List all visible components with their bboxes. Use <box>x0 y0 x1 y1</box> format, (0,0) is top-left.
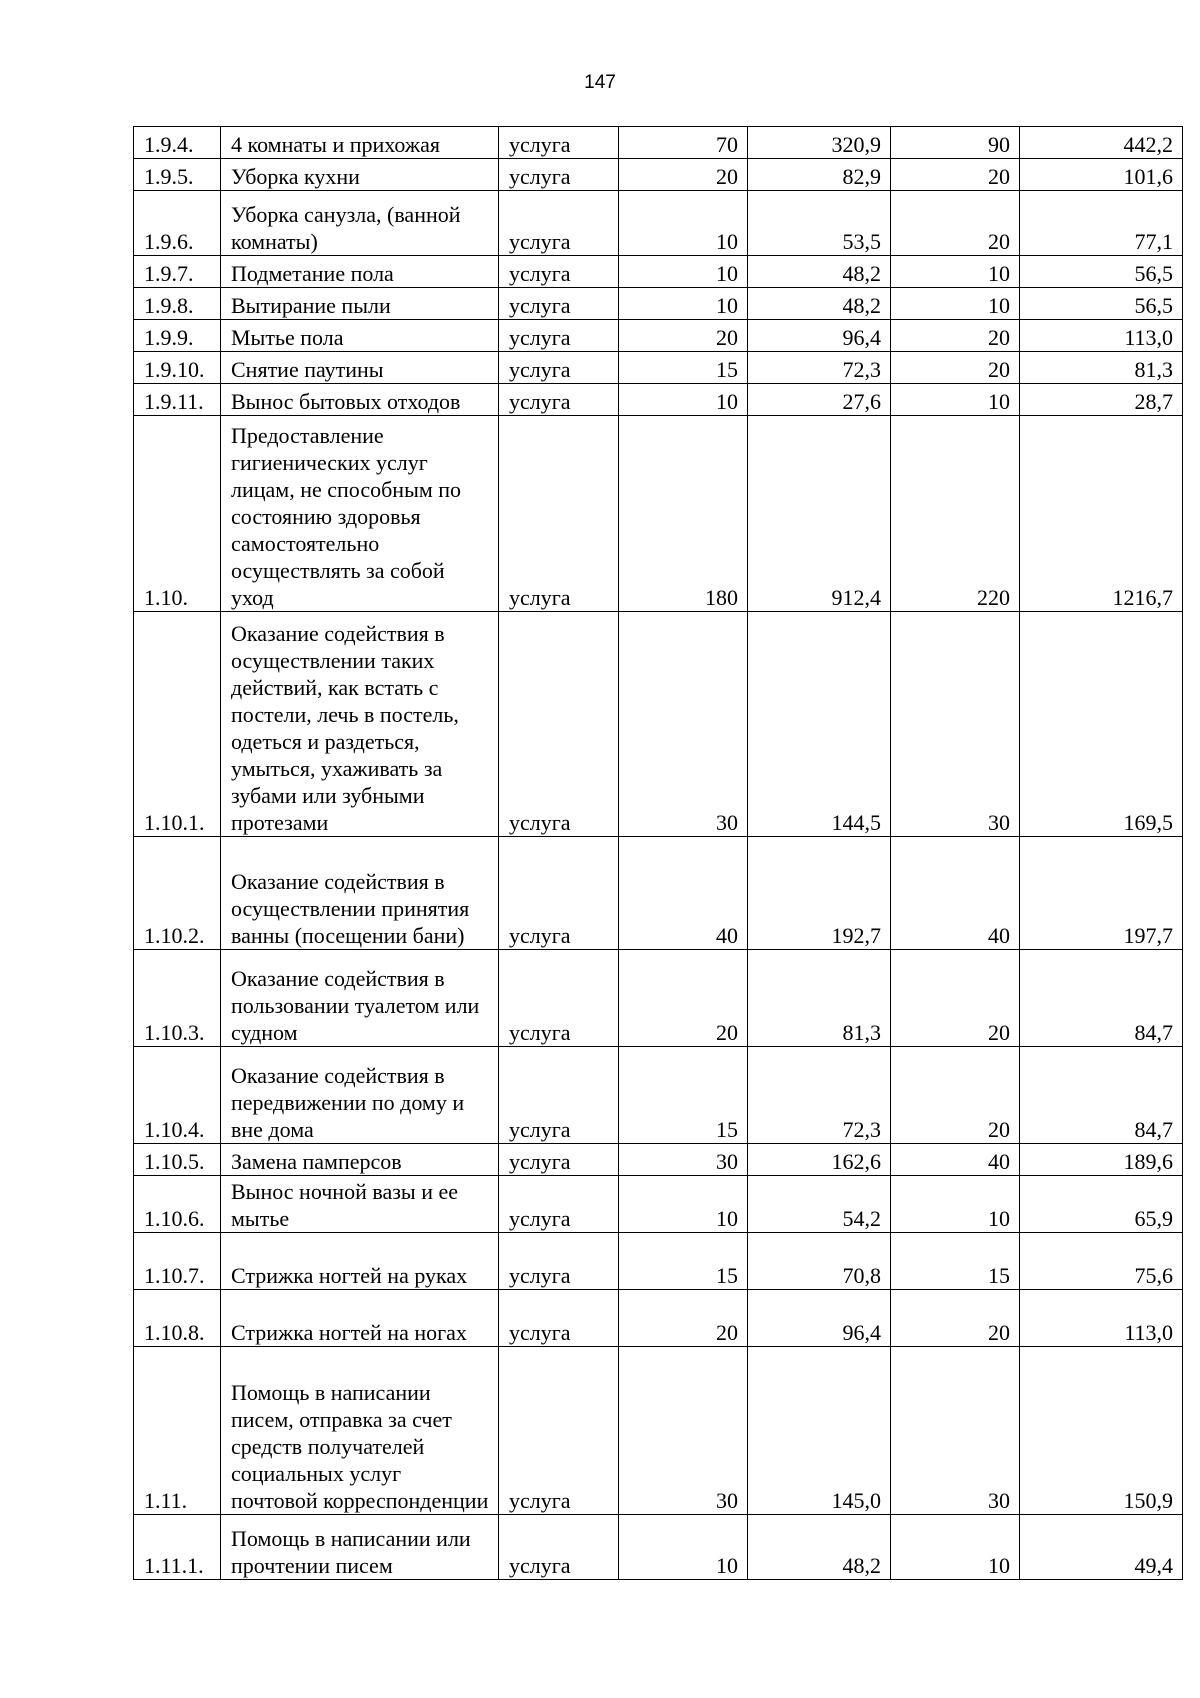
row-value-2: 82,9 <box>748 159 891 191</box>
row-value-2: 96,4 <box>748 1290 891 1347</box>
row-value-1: 30 <box>619 1144 748 1176</box>
row-service-name: Помощь в написании писем, отправка за счет средств получателей социальных услуг почтовой корреспонденции <box>221 1347 499 1515</box>
row-value-3: 15 <box>891 1233 1020 1290</box>
row-code: 1.9.11. <box>134 384 221 416</box>
row-unit: услуга <box>499 1515 619 1580</box>
page-number: 147 <box>584 72 616 93</box>
row-value-1: 10 <box>619 384 748 416</box>
row-value-4: 65,9 <box>1020 1176 1183 1233</box>
row-value-2: 320,9 <box>748 127 891 159</box>
row-unit: услуга <box>499 416 619 612</box>
row-value-4: 75,6 <box>1020 1233 1183 1290</box>
row-value-1: 20 <box>619 1290 748 1347</box>
row-value-3: 20 <box>891 320 1020 352</box>
row-value-2: 54,2 <box>748 1176 891 1233</box>
row-unit: услуга <box>499 1144 619 1176</box>
row-unit: услуга <box>499 352 619 384</box>
row-value-2: 912,4 <box>748 416 891 612</box>
row-value-1: 30 <box>619 612 748 837</box>
row-code: 1.10.2. <box>134 837 221 950</box>
row-value-3: 10 <box>891 384 1020 416</box>
row-value-4: 84,7 <box>1020 1047 1183 1144</box>
row-service-name: Предоставление гигиенических услуг лицам, не способным по состоянию здоровья самостоятельно осуществлять за собой уход <box>221 416 499 612</box>
table-row <box>134 127 1183 159</box>
row-value-3: 220 <box>891 416 1020 612</box>
table-row <box>134 1047 1183 1144</box>
row-value-1: 10 <box>619 288 748 320</box>
table-row <box>134 352 1183 384</box>
row-value-1: 15 <box>619 352 748 384</box>
row-service-name: Уборка санузла, (ванной комнаты) <box>221 191 499 256</box>
row-value-4: 77,1 <box>1020 191 1183 256</box>
table-row <box>134 1290 1183 1347</box>
row-service-name: Мытье пола <box>221 320 499 352</box>
row-value-1: 180 <box>619 416 748 612</box>
row-value-2: 144,5 <box>748 612 891 837</box>
row-unit: услуга <box>499 191 619 256</box>
row-value-1: 20 <box>619 159 748 191</box>
row-value-1: 15 <box>619 1233 748 1290</box>
services-table <box>133 126 1183 1580</box>
row-value-4: 49,4 <box>1020 1515 1183 1580</box>
row-service-name: Снятие паутины <box>221 352 499 384</box>
row-value-3: 30 <box>891 1347 1020 1515</box>
row-value-4: 1216,7 <box>1020 416 1183 612</box>
row-value-4: 113,0 <box>1020 1290 1183 1347</box>
row-value-4: 56,5 <box>1020 256 1183 288</box>
row-unit: услуга <box>499 837 619 950</box>
row-unit: услуга <box>499 320 619 352</box>
table-row <box>134 191 1183 256</box>
row-value-2: 48,2 <box>748 288 891 320</box>
row-value-2: 27,6 <box>748 384 891 416</box>
row-value-2: 81,3 <box>748 950 891 1047</box>
row-code: 1.10. <box>134 416 221 612</box>
row-service-name: Вытирание пыли <box>221 288 499 320</box>
row-service-name: Вынос ночной вазы и ее мытье <box>221 1176 499 1233</box>
row-value-4: 28,7 <box>1020 384 1183 416</box>
row-code: 1.10.3. <box>134 950 221 1047</box>
row-value-2: 48,2 <box>748 256 891 288</box>
row-value-4: 442,2 <box>1020 127 1183 159</box>
table-row <box>134 384 1183 416</box>
row-service-name: Оказание содействия в пользовании туалетом или судном <box>221 950 499 1047</box>
row-value-3: 20 <box>891 352 1020 384</box>
row-value-4: 197,7 <box>1020 837 1183 950</box>
row-value-3: 20 <box>891 159 1020 191</box>
table-row <box>134 1176 1183 1233</box>
row-value-1: 10 <box>619 256 748 288</box>
row-value-4: 84,7 <box>1020 950 1183 1047</box>
row-code: 1.10.7. <box>134 1233 221 1290</box>
row-unit: услуга <box>499 1290 619 1347</box>
table-row <box>134 837 1183 950</box>
row-service-name: Вынос бытовых отходов <box>221 384 499 416</box>
table-row <box>134 1515 1183 1580</box>
row-value-3: 10 <box>891 256 1020 288</box>
row-value-4: 150,9 <box>1020 1347 1183 1515</box>
row-code: 1.9.5. <box>134 159 221 191</box>
row-value-2: 162,6 <box>748 1144 891 1176</box>
row-value-1: 40 <box>619 837 748 950</box>
row-code: 1.11. <box>134 1347 221 1515</box>
row-service-name: Оказание содействия в осуществлении принятия ванны (посещении бани) <box>221 837 499 950</box>
row-service-name: 4 комнаты и прихожая <box>221 127 499 159</box>
row-service-name: Замена памперсов <box>221 1144 499 1176</box>
row-code: 1.11.1. <box>134 1515 221 1580</box>
row-value-3: 90 <box>891 127 1020 159</box>
row-value-2: 145,0 <box>748 1347 891 1515</box>
row-unit: услуга <box>499 612 619 837</box>
row-unit: услуга <box>499 1233 619 1290</box>
row-value-2: 192,7 <box>748 837 891 950</box>
row-value-2: 96,4 <box>748 320 891 352</box>
row-value-4: 113,0 <box>1020 320 1183 352</box>
table-row <box>134 320 1183 352</box>
row-service-name: Оказание содействия в передвижении по дому и вне дома <box>221 1047 499 1144</box>
row-unit: услуга <box>499 384 619 416</box>
row-service-name: Стрижка ногтей на ногах <box>221 1290 499 1347</box>
row-value-3: 20 <box>891 950 1020 1047</box>
row-value-1: 20 <box>619 320 748 352</box>
row-value-4: 189,6 <box>1020 1144 1183 1176</box>
row-service-name: Стрижка ногтей на руках <box>221 1233 499 1290</box>
table-row <box>134 256 1183 288</box>
row-value-1: 10 <box>619 191 748 256</box>
table-row <box>134 1144 1183 1176</box>
row-unit: услуга <box>499 256 619 288</box>
row-service-name: Оказание содействия в осуществлении таких действий, как встать с постели, лечь в постель, одеться и раздеться, умыться, ухаживать за зубами или зубными протезами <box>221 612 499 837</box>
row-unit: услуга <box>499 1347 619 1515</box>
row-value-1: 30 <box>619 1347 748 1515</box>
row-value-2: 70,8 <box>748 1233 891 1290</box>
row-value-3: 40 <box>891 837 1020 950</box>
table-row <box>134 288 1183 320</box>
row-value-2: 72,3 <box>748 1047 891 1144</box>
row-code: 1.9.10. <box>134 352 221 384</box>
table-row <box>134 1233 1183 1290</box>
row-code: 1.10.6. <box>134 1176 221 1233</box>
row-code: 1.10.5. <box>134 1144 221 1176</box>
row-code: 1.9.6. <box>134 191 221 256</box>
row-unit: услуга <box>499 288 619 320</box>
table-row <box>134 612 1183 837</box>
row-value-3: 20 <box>891 1047 1020 1144</box>
row-value-4: 169,5 <box>1020 612 1183 837</box>
row-code: 1.9.9. <box>134 320 221 352</box>
row-unit: услуга <box>499 159 619 191</box>
row-service-name: Помощь в написании или прочтении писем <box>221 1515 499 1580</box>
row-code: 1.10.4. <box>134 1047 221 1144</box>
row-value-1: 10 <box>619 1515 748 1580</box>
table-row <box>134 416 1183 612</box>
row-value-4: 56,5 <box>1020 288 1183 320</box>
row-service-name: Подметание пола <box>221 256 499 288</box>
table-row <box>134 1347 1183 1515</box>
row-value-3: 20 <box>891 191 1020 256</box>
row-service-name: Уборка кухни <box>221 159 499 191</box>
row-code: 1.10.8. <box>134 1290 221 1347</box>
row-code: 1.9.8. <box>134 288 221 320</box>
row-value-4: 101,6 <box>1020 159 1183 191</box>
table-row <box>134 159 1183 191</box>
row-value-2: 53,5 <box>748 191 891 256</box>
row-value-1: 20 <box>619 950 748 1047</box>
row-unit: услуга <box>499 1176 619 1233</box>
row-unit: услуга <box>499 127 619 159</box>
row-value-2: 72,3 <box>748 352 891 384</box>
row-unit: услуга <box>499 1047 619 1144</box>
row-value-3: 10 <box>891 1515 1020 1580</box>
row-code: 1.9.4. <box>134 127 221 159</box>
row-code: 1.10.1. <box>134 612 221 837</box>
row-code: 1.9.7. <box>134 256 221 288</box>
row-unit: услуга <box>499 950 619 1047</box>
table-row <box>134 950 1183 1047</box>
row-value-3: 10 <box>891 1176 1020 1233</box>
row-value-3: 10 <box>891 288 1020 320</box>
row-value-4: 81,3 <box>1020 352 1183 384</box>
row-value-3: 30 <box>891 612 1020 837</box>
row-value-1: 15 <box>619 1047 748 1144</box>
row-value-3: 20 <box>891 1290 1020 1347</box>
row-value-1: 10 <box>619 1176 748 1233</box>
row-value-1: 70 <box>619 127 748 159</box>
row-value-2: 48,2 <box>748 1515 891 1580</box>
row-value-3: 40 <box>891 1144 1020 1176</box>
